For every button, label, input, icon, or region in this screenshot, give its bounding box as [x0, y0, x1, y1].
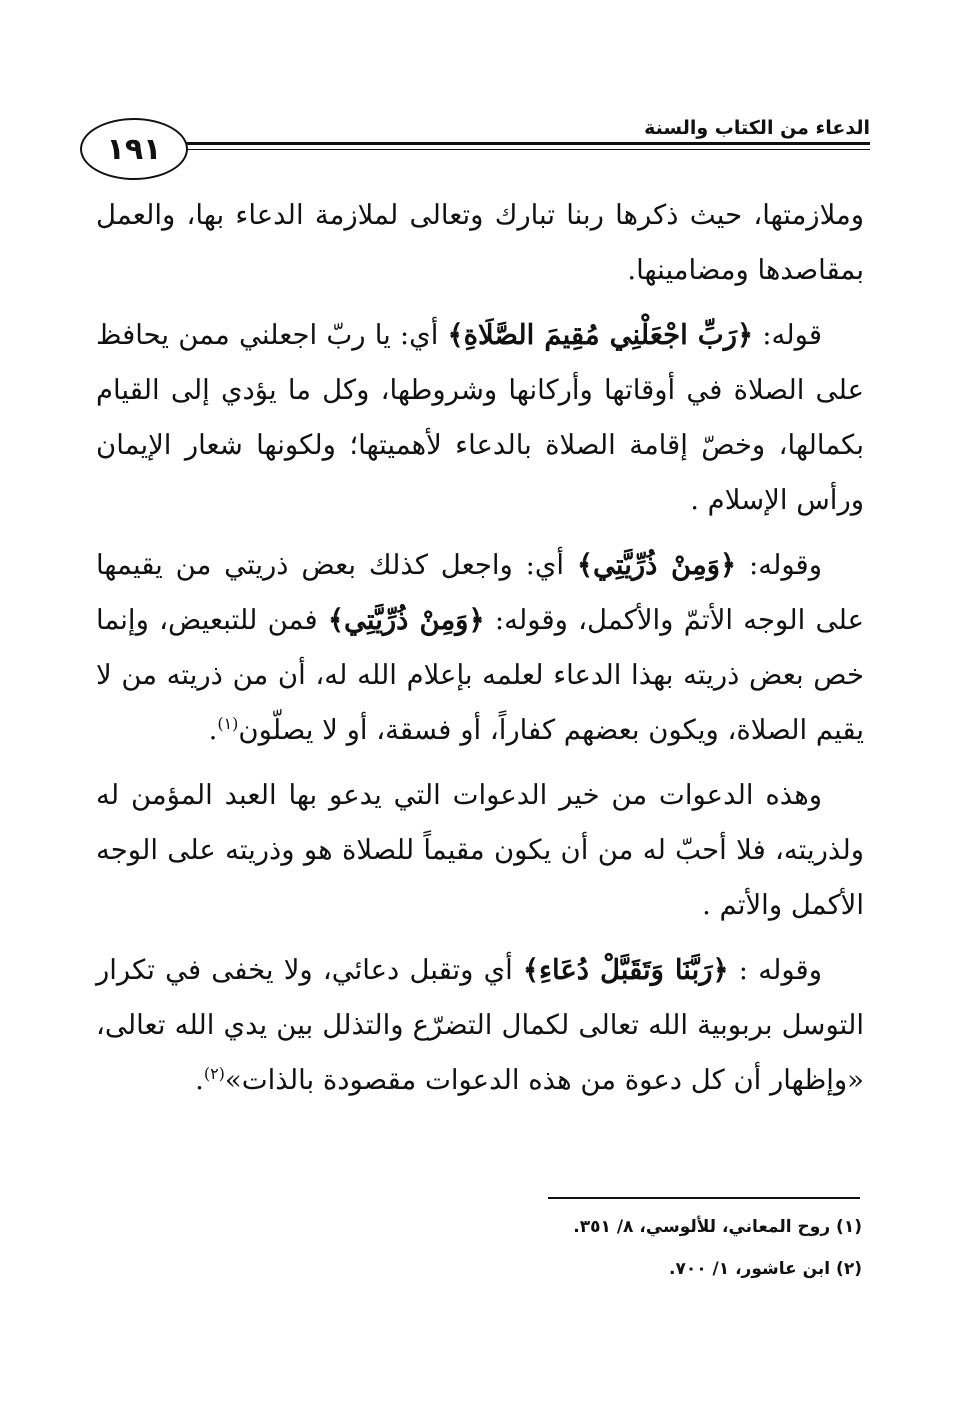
paragraph-5-prefix: وقوله :	[728, 954, 822, 986]
paragraph-3-text: فمن للتبعيض، وإنما خص بعض ذريته بهذا الدعاء لعلمه بإعلام الله له، أن من ذريته من لا يقيم الصلاة، ويكون بعضهم كفاراً، أو فسقة، أو لا يصلّون	[96, 604, 864, 746]
paragraph-3-end: .	[208, 714, 218, 746]
paragraph-5-end: .	[195, 1064, 204, 1096]
page-header	[80, 118, 870, 182]
header-rule	[180, 142, 870, 145]
paragraph-4: وهذه الدعوات من خير الدعوات التي يدعو بها العبد المؤمن له ولذريته، فلا أحبّ له من أن يكون مقيماً للصلاة هو وذريته على الوجه الأكمل والأتم .	[96, 779, 864, 921]
quran-verse: ﴿وَمِنْ ذُرِّيَّتِي﴾	[327, 604, 485, 636]
footnote-ref-2: (٢)	[203, 1063, 225, 1083]
running-title: الدعاء من الكتاب والسنة	[644, 117, 870, 139]
paragraph-3	[96, 538, 864, 758]
paragraph-5	[96, 943, 864, 1108]
paragraph-3-prefix: وقوله:	[736, 549, 822, 581]
footnotes	[362, 1206, 862, 1290]
footnote-ref-1: (١)	[217, 713, 239, 733]
paragraph-1: وملازمتها، حيث ذكرها ربنا تبارك وتعالى لملازمة الدعاء بها، والعمل بمقاصدها ومضامينها.	[96, 199, 864, 286]
paragraph-5-text: أي وتقبل دعائي، ولا يخفى في تكرار التوسل بربوبية الله تعالى لكمال التضرّع والتذلل بين يدي الله تعالى، «وإظهار أن كل دعوة من هذه الدعوات مقصودة بالذات»	[96, 954, 864, 1096]
quran-verse: ﴿وَمِنْ ذُرِّيَّتِي﴾	[576, 549, 737, 581]
page-number	[80, 118, 188, 180]
paragraph-2-text: أي: يا ربّ اجعلني ممن يحافظ على الصلاة في أوقاتها وأركانها وشروطها، وكل ما يؤدي إلى القيام بكمالها، وخصّ إقامة الصلاة بالدعاء لأهميتها؛ ولكونها شعار الإيمان ورأس الإسلام .	[96, 319, 864, 516]
quran-verse: ﴿رَبِّ اجْعَلْنِي مُقِيمَ الصَّلَاةِ﴾	[447, 319, 754, 351]
page-number-text: ١٩١	[106, 131, 162, 167]
body-text	[96, 188, 864, 1118]
paragraph-2	[96, 308, 864, 528]
header-rule-thin	[180, 149, 870, 150]
paragraph-2-prefix: قوله:	[753, 319, 823, 351]
footnote-2: (٢) ابن عاشور، ١/ ٧٠٠.	[669, 1259, 862, 1279]
footnote-separator	[548, 1197, 860, 1199]
footnote-1: (١) روح المعاني، للألوسي، ٨/ ٣٥١.	[573, 1217, 862, 1237]
paragraph-3-middle: أي: واجعل كذلك بعض ذريتي من يقيمها على الوجه الأتمّ والأكمل، وقوله:	[96, 549, 864, 636]
quran-verse: ﴿رَبَّنَا وَتَقَبَّلْ دُعَاءِ﴾	[522, 954, 729, 986]
